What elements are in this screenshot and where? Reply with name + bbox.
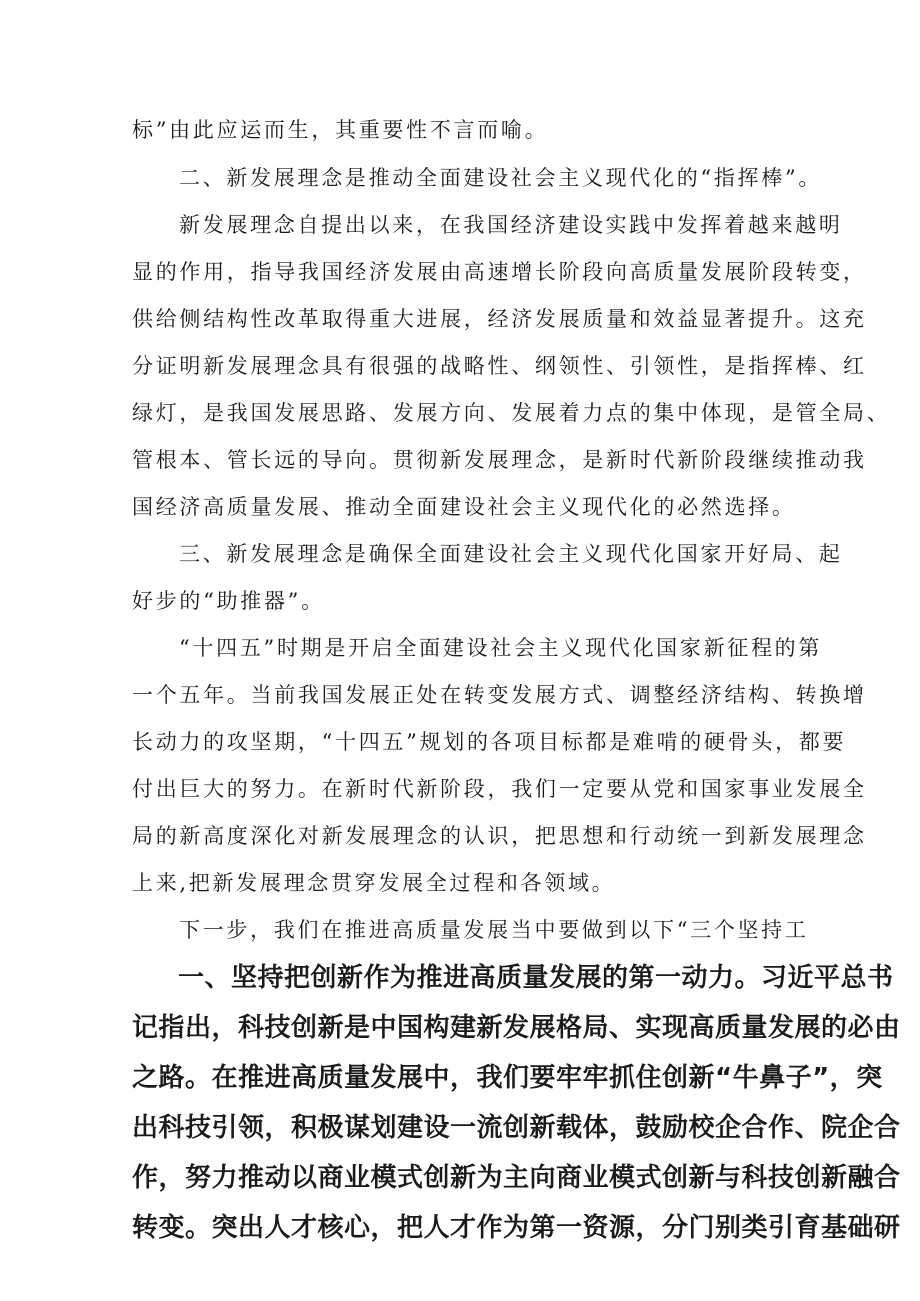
text-line: 标”由此应运而生，其重要性不言而喻。 [132,118,549,142]
text-line: 新发展理念自提出以来，在我国经济建设实践中发挥着越来越明 [179,213,843,237]
text-line: 局的新高度深化对新发展理念的认识，把思想和行动统一到新发展理念 [132,824,867,848]
section-heading: 好步的“助推器”。 [132,589,325,613]
bold-text-line: 记指出，科技创新是中国构建新发展格局、实现高质量发展的必由 [132,1013,901,1043]
text-line: 供给侧结构性改革取得重大进展，经济发展质量和效益显著提升。这充 [132,307,867,331]
text-line: 国经济高质量发展、推动全面建设社会主义现代化的必然选择。 [132,495,796,519]
text-line: 一个五年。当前我国发展正处在转变发展方式、调整经济结构、转换增 [132,683,867,707]
section-heading: 三、新发展理念是确保全面建设社会主义现代化国家开好局、起 [179,542,843,566]
text-line: 付出巨大的努力。在新时代新阶段，我们一定要从党和国家事业发展全 [132,777,867,801]
text-line: 管根本、管长远的导向。贯彻新发展理念，是新时代新阶段继续推动我 [132,448,867,472]
text-line: “十四五”时期是开启全面建设社会主义现代化国家新征程的第 [179,636,823,660]
text-line: 绿灯，是我国发展思路、发展方向、发展着力点的集中体现，是管全局、 [132,401,891,425]
bold-text-line: 作，努力推动以商业模式创新为主向商业模式创新与科技创新融合 [132,1163,901,1193]
text-line: 下一步，我们在推进高质量发展当中要做到以下“三个坚持工 [179,918,809,942]
bold-text-line: 之路。在推进高质量发展中，我们要牢牢抓住创新“牛鼻子”，突 [132,1063,883,1093]
bold-text-line: 转变。突出人才核心，把人才作为第一资源，分门别类引育基础研 [132,1213,901,1243]
text-line: 显的作用，指导我国经济发展由高速增长阶段向高质量发展阶段转变， [132,260,867,284]
text-line: 上来,把新发展理念贯穿发展全过程和各领域。 [132,871,616,895]
text-line: 分证明新发展理念具有很强的战略性、纲领性、引领性，是指挥棒、红 [132,354,867,378]
section-heading: 二、新发展理念是推动全面建设社会主义现代化的“指挥棒”。 [179,166,823,190]
bold-text-line: 出科技引领，积极谋划建设一流创新载体，鼓励校企合作、院企合 [132,1113,901,1143]
text-line: 长动力的攻坚期，“十四五”规划的各项目标都是难啃的硬骨头，都要 [132,730,847,754]
bold-heading-line: 一、坚持把创新作为推进高质量发展的第一动力。习近平总书 [178,963,894,993]
